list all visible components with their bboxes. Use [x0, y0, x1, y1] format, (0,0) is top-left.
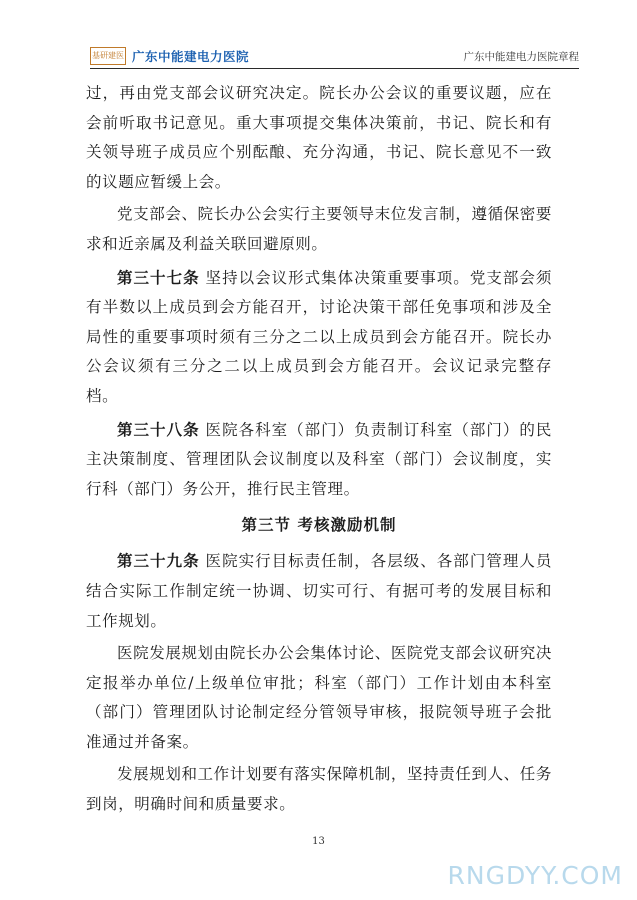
section-title: 第三节 考核激励机制: [241, 515, 397, 535]
watermark: RNGDYY.COM: [447, 861, 623, 890]
paragraph: 医院发展规划由院长办公会集体讨论、医院党支部会议研究决定报举办单位/上级单位审批；科室（部门）工作计划由本科室（部门）管理团队讨论制定经分管领导审核，报院领导班子会批准通过并备案。: [86, 644, 552, 751]
paragraph: 党支部会、院长办公会实行主要领导末位发言制，遵循保密要求和近亲属及利益关联回避原则。: [86, 205, 552, 253]
document-title: 广东中能建电力医院章程: [463, 50, 579, 63]
article-39: 第三十九条 医院实行目标责任制，各层级、各部门管理人员结合实际工作制定统一协调、切实可行、有据可考的发展目标和工作规划。: [86, 551, 552, 630]
page-header: [90, 44, 579, 69]
paragraph: 发展规划和工作计划要有落实保障机制，坚持责任到人、任务到岗，明确时间和质量要求。: [86, 765, 552, 814]
hospital-brand: [90, 47, 249, 65]
article-37: 第三十七条 坚持以会议形式集体决策重要事项。党支部会须有半数以上成员到会方能召开，讨论决策干部任免事项和涉及全局性的重要事项时须有三分之二以上成员到会方能召开。院长办公会议须有三分之二以上成员到会方能召开。会议记录完整存档。: [86, 267, 552, 405]
article-label: 第三十九条: [117, 551, 200, 571]
article-label: 第三十七条: [117, 267, 200, 287]
paragraph: 过，再由党支部会议研究决定。院长办公会议的重要议题，应在会前听取书记意见。重大事项提交集体决策前，书记、院长和有关领导班子成员应个别酝酿、充分沟通，书记、院长意见不一致的议题应暂缓上会。: [86, 84, 552, 191]
article-38: 第三十八条 医院各科室（部门）负责制订科室（部门）的民主决策制度、管理团队会议制度以及科室（部门）会议制度，实行科（部门）务公开，推行民主管理。: [86, 419, 552, 498]
hospital-logo: 基研建医: [90, 47, 126, 65]
document-body: [86, 79, 552, 823]
page-number: 13: [312, 836, 325, 847]
article-label: 第三十八条: [117, 419, 200, 439]
hospital-name: 广东中能建电力医院: [132, 49, 250, 64]
